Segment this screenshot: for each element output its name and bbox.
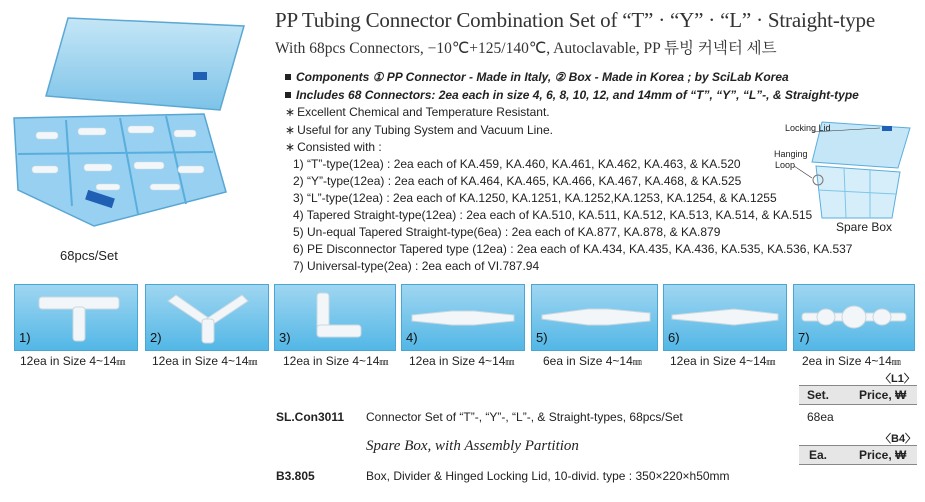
tile-number: 2) bbox=[150, 330, 162, 345]
product-tile-universal bbox=[793, 284, 915, 351]
col-price-label: Price, ₩ bbox=[859, 388, 907, 402]
catalog-tag-b4: 〈B4〉 bbox=[880, 433, 917, 445]
col-ea-label: Ea. bbox=[809, 448, 828, 462]
spec-item: 3) “L”-type(12ea) : 2ea each of KA.1250, KA.1251, KA.1252,KA.1253, KA.1254, & KA.1255 bbox=[293, 191, 777, 205]
tile-caption: 12ea in Size 4~14㎜ bbox=[283, 354, 389, 368]
tile-caption: 12ea in Size 4~14㎜ bbox=[409, 354, 515, 368]
product-tile-l-type bbox=[274, 284, 396, 351]
spec-item: 6) PE Disconnector Tapered type (12ea) : 2ea each of KA.434, KA.435, KA.436, KA.535, KA.536, KA.537 bbox=[293, 242, 853, 256]
asterisk-icon: ∗ bbox=[285, 105, 296, 119]
straight-connector-icon bbox=[402, 285, 524, 350]
col-set-label: Set. bbox=[807, 388, 830, 402]
tile-number: 7) bbox=[798, 330, 810, 345]
product-tile-pe-disconnector bbox=[663, 284, 787, 351]
spare-box-caption: Spare Box bbox=[836, 220, 893, 234]
catalog-tag-l1: 〈L1〉 bbox=[880, 373, 915, 385]
product-code: SL.Con3011 bbox=[276, 410, 345, 424]
tile-caption: 2ea in Size 4~14㎜ bbox=[802, 354, 901, 368]
tile-number: 4) bbox=[406, 330, 418, 345]
tile-number: 1) bbox=[19, 330, 31, 345]
product-tile-tapered-straight bbox=[401, 284, 525, 351]
product-tile-t-type bbox=[14, 284, 138, 351]
product-tile-unequal-tapered bbox=[531, 284, 658, 351]
box-caption: 68pcs/Set bbox=[60, 248, 118, 263]
tile-number: 3) bbox=[279, 330, 291, 345]
hanging-loop-label-1: Hanging bbox=[774, 149, 808, 159]
tile-caption: 6ea in Size 4~14㎜ bbox=[543, 354, 642, 368]
spec-feature-2: ∗ Useful for any Tubing System and Vacuum Line. bbox=[285, 123, 553, 137]
asterisk-icon: ∗ bbox=[285, 123, 296, 137]
bullet-icon bbox=[285, 74, 291, 80]
spec-item: 7) Universal-type(2ea) : 2ea each of VI.787.94 bbox=[293, 259, 540, 273]
tile-number: 5) bbox=[536, 330, 548, 345]
table1-header bbox=[799, 385, 917, 405]
spare-box-heading: Spare Box, with Assembly Partition bbox=[366, 438, 579, 454]
y-connector-icon bbox=[146, 285, 268, 350]
tile-caption: 12ea in Size 4~14㎜ bbox=[20, 354, 126, 368]
spec-item: 5) Un-equal Tapered Straight-type(6ea) : 2ea each of KA.877, KA.878, & KA.879 bbox=[293, 225, 721, 239]
product-qty: 68ea bbox=[807, 410, 834, 424]
spec-consisted: ∗ Consisted with : bbox=[285, 140, 382, 154]
product-tile-y-type bbox=[145, 284, 269, 351]
spare-box-image bbox=[782, 118, 922, 228]
spec-item: 1) “T”-type(12ea) : 2ea each of KA.459, KA.460, KA.461, KA.462, KA.463, & KA.520 bbox=[293, 157, 741, 171]
disconnector-icon bbox=[664, 285, 786, 350]
t-connector-icon bbox=[15, 285, 137, 350]
tile-caption: 12ea in Size 4~14㎜ bbox=[152, 354, 258, 368]
table2-header bbox=[799, 445, 917, 465]
l-connector-icon bbox=[275, 285, 395, 350]
universal-connector-icon bbox=[794, 285, 914, 350]
spec-item: 2) “Y”-type(12ea) : 2ea each of KA.464, KA.465, KA.466, KA.467, KA.468, & KA.525 bbox=[293, 174, 742, 188]
hanging-loop-label-2: Loop bbox=[775, 160, 796, 170]
locking-lid-label: Locking Lid bbox=[785, 123, 831, 133]
page-title: PP Tubing Connector Combination Set of “T” · “Y” · “L” · Straight-type bbox=[275, 8, 875, 32]
spec-components: Components ① PP Connector - Made in Italy, ② Box - Made in Korea ; by SciLab Korea bbox=[285, 70, 789, 84]
spec-includes: Includes 68 Connectors: 2ea each in size 4, 6, 8, 10, 12, and 14mm of “T”, “Y”, “L”-, & Straight-type bbox=[285, 88, 859, 102]
spare-box-description: Box, Divider & Hinged Locking Lid, 10-divid. type : 350×220×h50mm bbox=[366, 469, 730, 483]
col-price-label: Price, ₩ bbox=[859, 448, 907, 462]
connector-set-box-image bbox=[8, 14, 248, 242]
spare-box-code: B3.805 bbox=[276, 469, 315, 483]
tile-caption: 12ea in Size 4~14㎜ bbox=[670, 354, 776, 368]
asterisk-icon: ∗ bbox=[285, 140, 296, 154]
product-description: Connector Set of “T”-, “Y”-, “L”-, & Straight-types, 68pcs/Set bbox=[366, 410, 683, 424]
spec-item: 4) Tapered Straight-type(12ea) : 2ea each of KA.510, KA.511, KA.512, KA.513, KA.514, & KA.515 bbox=[293, 208, 813, 222]
unequal-connector-icon bbox=[532, 285, 657, 350]
bullet-icon bbox=[285, 92, 291, 98]
spec-feature-1: ∗ Excellent Chemical and Temperature Resistant. bbox=[285, 105, 550, 119]
page-subtitle: With 68pcs Connectors, −10℃+125/140℃, Autoclavable, PP 튜빙 커넥터 세트 bbox=[275, 40, 777, 57]
tile-number: 6) bbox=[668, 330, 680, 345]
